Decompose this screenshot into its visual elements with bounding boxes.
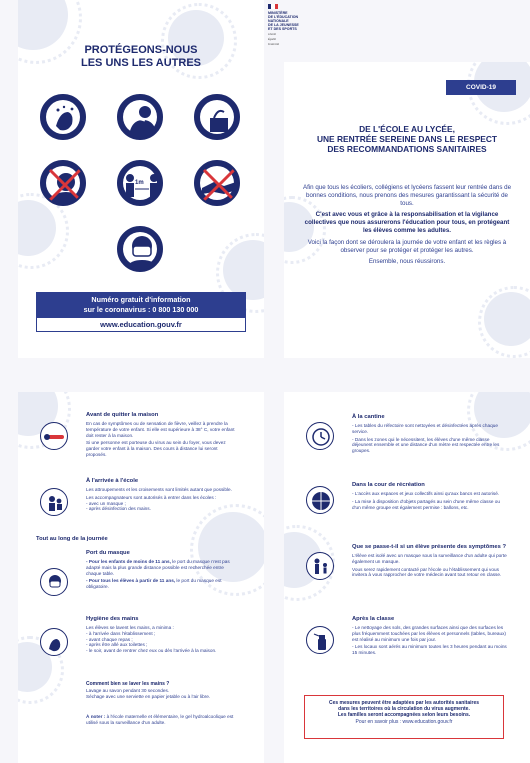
section-list-item: - Le nettoyage des sols, des grandes surfaces ainsi que des surfaces les plus fréquemment touchées par les élèves et personnels (tables, bureaux) est réalisé au minimum une fois par jour. <box>352 625 506 642</box>
section-text: L'élève est isolé avec un masque sous la surveillance d'un adulte qui porte également un masque. <box>352 553 507 564</box>
notice-line: Les familles seront accompagnées selon leurs besoins. <box>337 712 471 718</box>
section-mask <box>86 550 236 590</box>
section-text: Les élèves se lavent les mains, a minima : <box>86 625 174 630</box>
intro-paragraph-bold: C'est avec vous et grâce à la responsabilisation et la vigilance collectives que nous assurerons l'éducation pour tous, en protégeant les élèves comme les adultes. <box>304 211 510 234</box>
protect-title-line2: LES UNS LES AUTRES <box>81 57 201 69</box>
motto-line: Égalité <box>268 38 276 41</box>
intro-closing: Ensemble, nous réussirons. <box>368 258 446 266</box>
flag-icon <box>268 4 278 9</box>
intro-paragraph: Afin que tous les écoliers, collégiens et lycéens fassent leur rentrée dans de bonnes conditions, nous prenons des mesures garantissant la sécurité de tous. <box>302 184 512 207</box>
intro-paragraph: Voici la façon dont se déroulera la journée de votre enfant et les règles à observer pour se protéger et protéger les autres. <box>307 238 507 254</box>
section-text: Les accompagnateurs sont autorisés à entrer dans les écoles : <box>86 494 217 500</box>
section-title: Après la classe <box>352 616 395 622</box>
ministry-line: MINISTÈRE <box>268 11 288 15</box>
panel-day-right <box>284 392 530 763</box>
intro-title-line3: DES RECOMMANDATIONS SANITAIRES <box>327 144 487 154</box>
section-before-leaving <box>86 412 236 458</box>
hotline-line1: Numéro gratuit d'information <box>91 295 191 304</box>
protect-title <box>18 44 264 70</box>
motto-line: Liberté <box>268 33 276 36</box>
section-text-bold: - Pour les enfants de moins de 11 ans, <box>86 559 171 564</box>
covid-tag: COVID-19 <box>446 80 516 95</box>
panel-intro <box>284 62 530 358</box>
protect-title-line1: PROTÉGEONS-NOUS <box>84 44 198 56</box>
tissue-icon <box>194 94 240 140</box>
note-label: À noter : <box>86 714 106 719</box>
section-text: Vous serez rapidement contacté par l'école ou l'établissement qui vous invitera à vous rapprocher de votre médecin avant tout retour en classe. <box>352 566 502 578</box>
section-title: À l'arrivée à l'école <box>86 478 139 484</box>
hand-washing-icon <box>40 94 86 140</box>
section-title: Dans la cour de récréation <box>352 482 425 488</box>
distance-label: 1m <box>135 180 144 186</box>
section-symptoms <box>352 544 508 578</box>
ministry-line: NATIONALE <box>268 19 289 23</box>
adult-child-icon <box>306 552 334 580</box>
section-list-item: - avant chaque repas ; <box>86 636 133 642</box>
section-list-item: - La mise à disposition d'objets partagés au sein d'une même classe ou d'un même groupe est également permise : ballons, etc. <box>352 498 500 510</box>
section-text: Les attroupements et les croisements sont limités autant que possible. <box>86 487 232 492</box>
thermometer-icon <box>40 422 68 450</box>
virus-decoration <box>18 200 56 256</box>
section-text: le port du masque est obligatoire. <box>86 578 222 590</box>
more-info-link[interactable]: Pour en savoir plus : www.education.gouv.fr <box>355 719 453 725</box>
note-text: à l'école maternelle et élémentaire, le gel hydroalcoolique est utilisé sous la surveillance d'un adulte. <box>86 714 234 725</box>
ball-icon <box>306 486 334 514</box>
section-list-item: - le soir, avant de rentrer chez eux ou dès l'arrivée à la maison. <box>86 648 217 654</box>
website-link[interactable]: www.education.gouv.fr <box>36 318 246 332</box>
section-list-item: - Les tables du réfectoire sont nettoyées et désinfectées après chaque service. <box>352 423 498 434</box>
tip-line: Lavage au savon pendant 30 secondes. <box>86 688 170 693</box>
section-playground <box>352 482 508 510</box>
hotline-number: sur le coronavirus : 0 800 130 000 <box>83 305 199 314</box>
ministry-logo <box>268 4 348 60</box>
section-list-item: - à l'arrivée dans l'établissement ; <box>86 630 156 636</box>
distance-icon <box>117 160 163 206</box>
adaptation-notice <box>304 695 504 739</box>
section-hand-hygiene <box>86 616 236 654</box>
hand-hygiene-icon <box>40 628 68 656</box>
section-text: Si une personne est porteuse du virus au sein du foyer, vous devez garder votre enfant à la maison. Des cours à distance lui seront proposés. <box>86 440 226 457</box>
section-title: Port du masque <box>86 550 130 556</box>
notice-line: Ces mesures peuvent être adaptées par les autorités sanitaires <box>328 700 480 706</box>
section-text: En cas de symptômes ou de sensation de fièvre, veillez à prendre la température de votre enfant. Si elle est supérieure à 38° C, votre enfant doit rester à la maison. <box>86 421 235 438</box>
mask-icon <box>117 226 163 272</box>
panel-day-left <box>18 392 264 763</box>
section-canteen <box>352 414 508 454</box>
ministry-line: DE LA JEUNESSE <box>268 23 299 27</box>
intro-title-line2: UNE RENTRÉE SEREINE DANS LE RESPECT <box>316 134 498 144</box>
section-list-item: - après être allé aux toilettes ; <box>86 642 148 648</box>
section-arrival <box>86 478 236 512</box>
motto-line: Fraternité <box>268 43 280 46</box>
section-text-bold: - Pour tous les élèves à partir de 11 ans, <box>86 578 176 584</box>
intro-body <box>302 184 512 270</box>
clock-icon <box>306 422 334 450</box>
notice-line: dans les territoires où la circulation du virus augmente. <box>338 706 470 712</box>
gel-note <box>86 714 246 726</box>
section-text: le port du masque n'est pas adapté mais la plus grande distance possible est recherchée entre chaque table. <box>86 559 230 576</box>
no-handshake-icon <box>194 160 240 206</box>
intro-title <box>292 124 522 154</box>
ministry-line: DE L'ÉDUCATION <box>268 15 299 19</box>
ministry-line: ET DES SPORTS <box>268 27 297 31</box>
virus-decoration <box>18 0 68 50</box>
handwash-tip <box>86 681 234 700</box>
hotline-box <box>36 292 246 318</box>
section-list-item: - Dans les zones qui le nécessitent, les élèves d'une même classe déjeunent ensemble et une distance d'un mètre est respectée entre les groupes. <box>352 436 500 454</box>
section-title: Hygiène des mains <box>86 616 139 622</box>
panel-protect <box>18 0 264 358</box>
section-title: Que se passe-t-il si un élève présente des symptômes ? <box>352 544 506 550</box>
spray-icon <box>306 626 334 654</box>
section-after-class <box>352 616 508 656</box>
mask-child-icon <box>40 568 68 596</box>
section-list-item: - avec un masque ; <box>86 500 126 506</box>
section-title: Avant de quitter la maison <box>86 412 159 418</box>
tip-line: Séchage avec une serviette en papier jetable ou à l'air libre. <box>86 693 211 699</box>
virus-decoration <box>223 240 264 300</box>
cough-elbow-icon <box>117 94 163 140</box>
school-arrival-icon <box>40 488 68 516</box>
all-day-heading: Tout au long de la journée <box>36 536 108 542</box>
virus-decoration <box>484 292 530 346</box>
section-list-item: - Les locaux sont aérés au minimum toutes les 3 heures pendant au moins 15 minutes. <box>352 644 507 656</box>
section-list-item: - L'accès aux espaces et jeux collectifs ainsi qu'aux bancs est autorisé. <box>352 491 500 496</box>
no-face-touch-icon <box>40 160 86 206</box>
section-title: À la cantine <box>352 414 385 420</box>
intro-title-line1: DE L'ÉCOLE AU LYCÉE, <box>359 124 455 134</box>
tip-title: Comment bien se laver les mains ? <box>86 681 170 687</box>
section-list-item: - après désinfection des mains. <box>86 506 151 512</box>
